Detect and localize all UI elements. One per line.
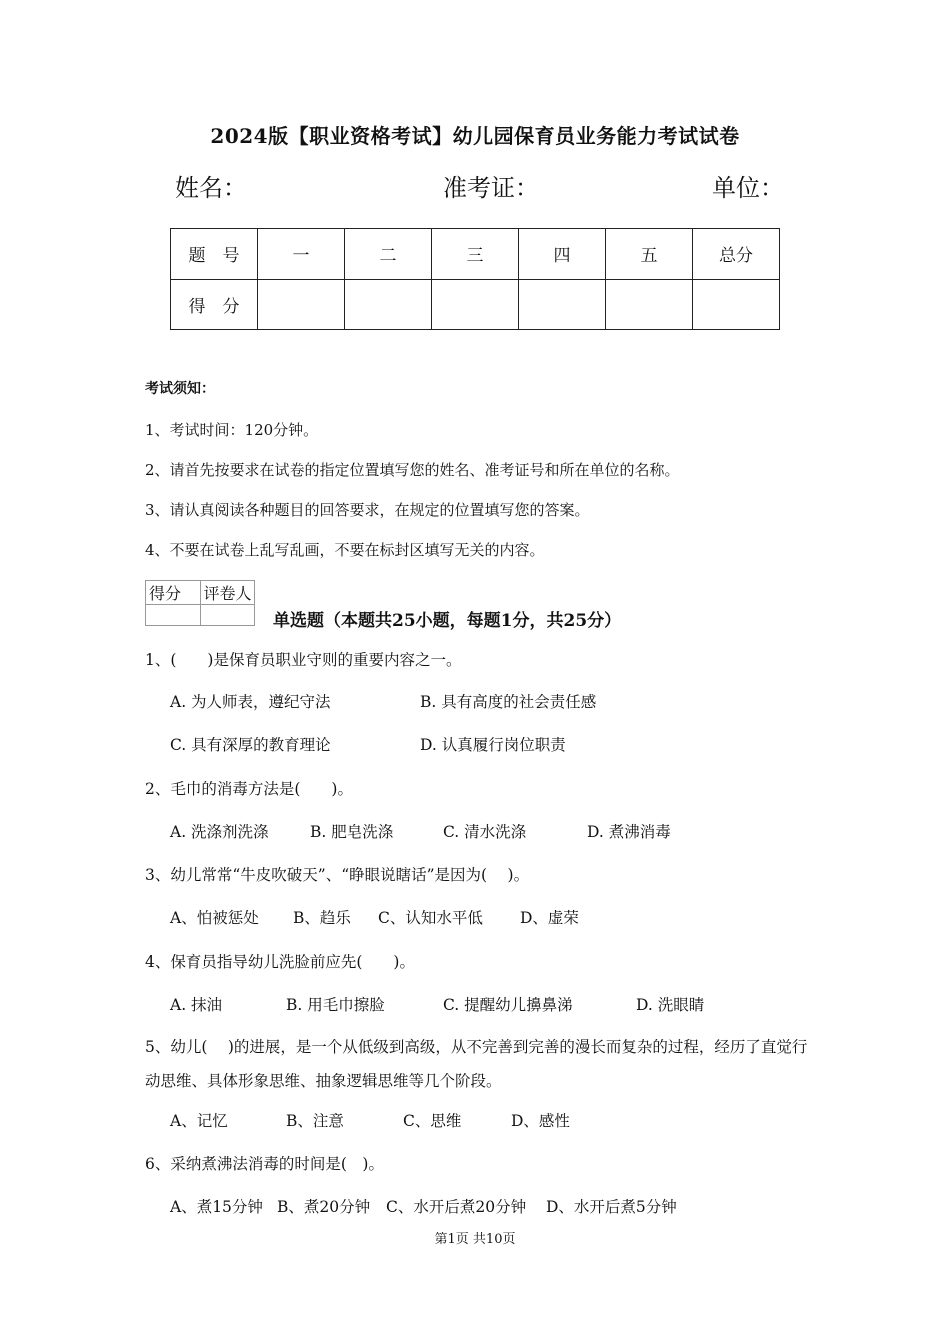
score-table-score-row [171,279,780,330]
score-table [170,228,780,330]
score-table-header-cell: 总分 [693,229,780,280]
question-option: D、虚荣 [520,909,579,927]
score-table-header-cell: 一 [258,229,345,280]
question-option: A、记忆 [170,1112,228,1130]
question-option: B. 具有高度的社会责任感 [420,693,597,711]
question-option: C、认知水平低 [378,909,483,927]
question-option: A、怕被惩处 [170,909,259,927]
notice-item: 2、请首先按要求在试卷的指定位置填写您的姓名、准考证号和所在单位的名称。 [145,461,680,479]
notice-title: 考试须知： [145,381,215,397]
page-footer: 第1页 共10页 [434,1232,516,1247]
section-title: 单选题（本题共25小题，每题1分，共25分） [273,611,622,631]
exam-id-field-label: 准考证： [443,174,539,202]
score-cell [519,279,606,330]
question-option: C. 具有深厚的教育理论 [170,736,331,754]
score-cell [432,279,519,330]
question-option: D. 认真履行岗位职责 [420,736,566,754]
question-option: A. 为人师表，遵纪守法 [170,693,331,711]
question-stem: 4、保育员指导幼儿洗脸前应先( )。 [145,953,415,971]
question-stem: 5、幼儿( )的进展，是一个从低级到高级，从不完善到完善的漫长而复杂的过程，经历了直觉行动思维、具体形象思维、抽象逻辑思维等几个阶段。 [145,1038,808,1090]
grader-box [145,580,255,626]
score-table-header-row [171,229,780,280]
score-cell [345,279,432,330]
score-cell [606,279,693,330]
unit-field-label: 单位： [712,174,784,202]
notice-item: 1、考试时间：120分钟。 [145,421,319,439]
score-table-header-cell: 题 号 [171,229,258,280]
question-option: B. 肥皂洗涤 [310,823,394,841]
question-stem: 1、( )是保育员职业守则的重要内容之一。 [145,651,462,669]
question-option: C. 清水洗涤 [443,823,527,841]
question-option: B、煮20分钟 [277,1198,371,1216]
score-cell [258,279,345,330]
question-option: A、煮15分钟 [170,1198,263,1216]
question-option: C、水开后煮20分钟 [386,1198,527,1216]
grader-reviewer-cell [200,605,255,626]
question-stem: 2、毛巾的消毒方法是( )。 [145,780,353,798]
score-table-header-cell: 五 [606,229,693,280]
question-option: B、趋乐 [293,909,351,927]
grader-score-cell [146,605,201,626]
question-option: D. 洗眼睛 [636,996,705,1014]
question-option: D. 煮沸消毒 [587,823,671,841]
score-table-header-cell: 四 [519,229,606,280]
question-option: B、注意 [286,1112,344,1130]
notice-item: 3、请认真阅读各种题目的回答要求，在规定的位置填写您的答案。 [145,501,590,519]
question-option: D、水开后煮5分钟 [546,1198,677,1216]
grader-score-label: 得分 [146,581,201,605]
question-option: D、感性 [511,1112,570,1130]
notice-item: 4、不要在试卷上乱写乱画，不要在标封区填写无关的内容。 [145,541,545,559]
name-field-label: 姓名： [175,174,247,202]
question-stem: 3、幼儿常常“牛皮吹破天”、“睁眼说瞎话”是因为( )。 [145,866,530,884]
question-option: A. 抹油 [170,996,223,1014]
score-table-header-cell: 二 [345,229,432,280]
question-stem: 6、采纳煮沸法消毒的时间是( )。 [145,1155,384,1173]
question-option: C、思维 [403,1112,462,1130]
question-option: A. 洗涤剂洗涤 [170,823,269,841]
exam-title: 2024版【职业资格考试】幼儿园保育员业务能力考试试卷 [210,124,740,148]
score-row-label: 得 分 [171,279,258,330]
question-option: C. 提醒幼儿擤鼻涕 [443,996,573,1014]
question-option: B. 用毛巾擦脸 [286,996,385,1014]
score-cell [693,279,780,330]
grader-reviewer-label: 评卷人 [200,581,255,605]
score-table-header-cell: 三 [432,229,519,280]
